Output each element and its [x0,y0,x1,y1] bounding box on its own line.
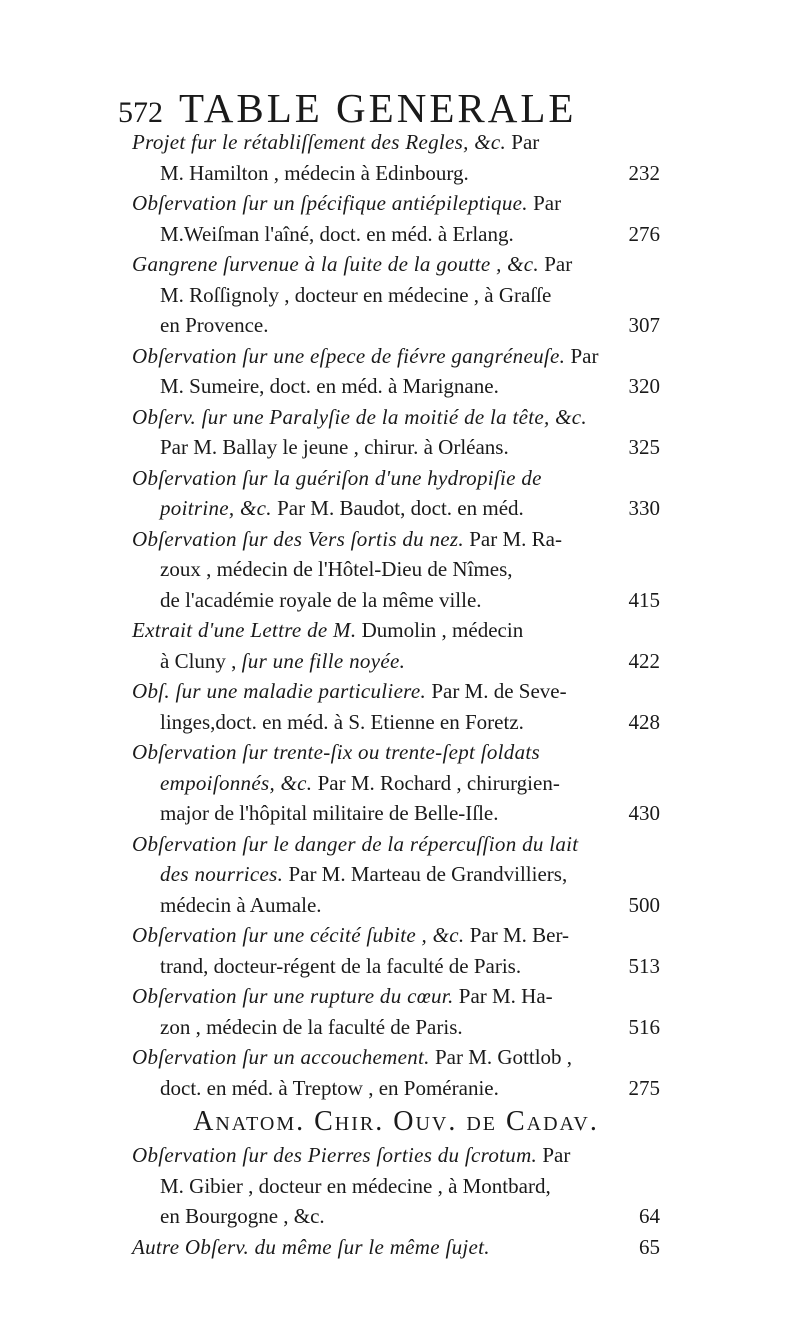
entry-text [160,493,524,524]
toc-entry [132,188,660,249]
entry-text [160,280,551,311]
entry-title-italic: Obſervation ſur un accouchement. [132,1045,430,1069]
entry-author-text: Par M. Ra- [463,526,562,551]
entry-page-number: 430 [628,801,660,825]
entry-line [132,371,660,402]
table-of-contents [132,127,660,1262]
entry-author-text: Par [538,252,573,276]
entry-author-text: trand, docteur-régent de la faculté de Paris. [160,953,522,978]
entry-text [160,554,513,585]
entry-line [132,1073,660,1104]
entry-title-italic: empoiſonnés, &c. [160,770,313,795]
entry-text [160,646,405,677]
entry-line [132,646,660,677]
entry-text [160,371,499,402]
entry-page-number: 64 [639,1204,660,1228]
entry-title-italic: Obſ. ſur une maladie particuliere. [132,679,427,703]
entry-line [132,859,660,890]
entry-author-text: M. Hamilton , médecin à Edinbourg. [160,160,469,185]
entry-author-text: Dumolin , médecin [356,618,524,642]
entry-author-text: Par M. de Seve- [426,679,567,703]
entry-line [132,188,660,219]
entry-text [132,524,562,555]
entry-author-text: en Bourgogne , &c. [160,1204,325,1228]
entry-text [132,249,572,280]
entry-line [132,1171,660,1202]
entry-author-text: doct. en méd. à Treptow , en Poméranie. [160,1075,499,1100]
entry-author-text: Par M. Ha- [453,984,553,1008]
entry-line [132,829,660,860]
entry-author-text: Par [537,1143,571,1167]
entry-title-italic: Autre Obſerv. du même ſur le même ſujet. [132,1234,490,1259]
entry-page-number: 307 [628,313,660,337]
toc-entry [132,402,660,463]
entry-page-number: 500 [628,892,660,917]
entry-line [132,493,660,524]
entry-author-text: M. Sumeire, doct. en méd. à Marignane. [160,374,499,398]
toc-entry [132,1232,660,1263]
entry-title-italic: Obſervation ſur le danger de la répercuſſion du lait [132,831,579,856]
entry-line [132,1201,660,1232]
entry-line [132,676,660,707]
entry-text [160,432,509,463]
entry-title-italic: Obſervation ſur un ſpécifique antiépileptique. [132,191,528,215]
entry-text [132,737,540,768]
entry-author-text: major de l'hôpital militaire de Belle-Iſle. [160,801,499,825]
entry-line [132,310,660,341]
entry-text [160,310,268,341]
running-title: TABLE GENERALE [179,85,577,131]
entry-line [132,1042,660,1073]
toc-entry [132,615,660,676]
entry-title-italic: Projet fur le rétabliſſement des Regles, &c. [132,130,507,154]
entry-author-text: zoux , médecin de l'Hôtel-Dieu de Nîmes, [160,557,513,581]
entry-author-text: M. Gibier , docteur en médecine , à Montbard, [160,1173,551,1198]
entry-line [132,463,660,494]
section-heading: Anatom. Chir. Ouv. de Cadav. [193,1106,599,1137]
entry-text [160,585,482,616]
entry-author-text: Par [506,130,540,154]
entry-author-text: Par M. Ber- [464,923,570,947]
entry-line [132,219,660,250]
entry-line [132,341,660,372]
entry-page-number: 516 [628,1014,660,1039]
entry-text [132,463,542,494]
entry-line [132,249,660,280]
entry-author-text: M. Roſſignoly , docteur en médecine , à Graſſe [160,282,552,307]
entry-line [132,737,660,768]
entry-title-italic: Obſervation ſur une eſpece de fiévre gangréneuſe. [132,343,566,368]
entry-text [132,341,598,372]
entry-author-text: Par M. Ballay le jeune , chirur. à Orléans. [160,435,509,459]
entry-line [132,1232,660,1263]
entry-text [132,1042,572,1073]
entry-author-text: Par M. Gottlob , [429,1045,573,1069]
toc-entry [132,1140,660,1232]
entry-line [132,981,660,1012]
entry-text [132,127,539,158]
entry-title-italic: Obſerv. ſur une Paralyſie de la moitié de la tête, &c. [132,404,587,429]
entry-page-number: 320 [628,374,660,398]
entry-line [132,585,660,616]
entry-author-text: linges,doct. en méd. à S. Etienne en Foretz. [160,709,524,734]
entry-title-italic: ſur une fille noyée. [241,648,406,673]
entry-title-italic: Obſervation ſur une rupture du cœur. [132,984,454,1008]
entry-text [160,768,560,799]
entry-page-number: 428 [628,709,660,734]
entry-author-text: Par M. Marteau de Grandvilliers, [283,862,568,886]
entry-text [132,676,567,707]
entry-author-text: Par [527,191,562,215]
entry-text [132,402,587,433]
entry-title-italic: des nourrices. [160,862,284,886]
entry-line [132,432,660,463]
toc-entry [132,676,660,737]
toc-entry [132,981,660,1042]
toc-entry [132,524,660,616]
toc-entry [132,1042,660,1103]
entry-text [160,1073,499,1104]
entry-text [132,829,578,860]
entry-author-text: Par [565,343,599,368]
entry-line [132,798,660,829]
entry-title-italic: Obſervation ſur des Pierres ſorties du ſcrotum. [132,1143,538,1167]
entry-author-text: M.Weiſman l'aîné, doct. en méd. à Erlang. [160,221,514,246]
entry-title-italic: Obſervation ſur des Vers ſortis du nez. [132,526,464,551]
entry-title-italic: Gangrene ſurvenue à la ſuite de la goutte , &c. [132,252,539,276]
toc-entry [132,829,660,921]
entry-author-text: médecin à Aumale. [160,892,322,917]
entry-page-number: 275 [628,1075,660,1100]
entry-text [160,890,322,921]
entry-page-number: 65 [639,1234,660,1259]
entry-title-italic: Obſervation ſur trente-ſix ou trente-ſept ſoldats [132,740,540,764]
entry-text [132,1232,490,1263]
entry-page-number: 330 [628,496,660,520]
entry-line [132,158,660,189]
entry-title-italic: Extrait d'une Lettre de M. [132,618,357,642]
entry-text [132,615,523,646]
toc-entry [132,249,660,341]
entry-line [132,1012,660,1043]
entry-author-text: zon , médecin de la faculté de Paris. [160,1014,463,1039]
entry-text [160,951,521,982]
entry-text [132,920,569,951]
toc-entry [132,341,660,402]
entry-line [132,524,660,555]
entry-page-number: 276 [628,221,660,246]
entry-line [132,920,660,951]
entry-line [132,280,660,311]
entry-line [132,1140,660,1171]
entry-page-number: 232 [628,160,660,185]
entry-author-text: Par M. Rochard , chirurgien- [312,770,560,795]
entry-text [160,1171,551,1202]
entry-text [160,219,514,250]
entry-text [160,1012,463,1043]
entry-text [132,981,553,1012]
entry-page-number: 415 [628,587,660,612]
page-header [118,84,678,132]
entry-text [160,707,524,738]
entry-page-number: 325 [628,435,660,459]
entry-text [160,158,469,189]
entry-line [132,615,660,646]
entry-line [132,402,660,433]
entry-text [160,798,499,829]
entry-text [132,1140,570,1171]
toc-entry [132,920,660,981]
entry-author-text: à Cluny , [160,648,242,673]
entry-line [132,768,660,799]
entry-page-number: 513 [628,953,660,978]
entry-line [132,951,660,982]
entry-line [132,890,660,921]
toc-entry [132,737,660,829]
entry-line [132,554,660,585]
entry-text [160,859,567,890]
entry-text [160,1201,325,1232]
toc-entry [132,127,660,188]
page-number: 572 [118,96,163,129]
entry-title-italic: poitrine, &c. [160,496,272,520]
toc-entry [132,463,660,524]
entry-title-italic: Obſervation ſur une cécité ſubite , &c. [132,923,465,947]
entry-title-italic: Obſervation ſur la guériſon d'une hydropiſie de [132,465,542,490]
entry-author-text: Par M. Baudot, doct. en méd. [271,496,524,520]
entry-author-text: en Provence. [160,313,269,337]
entry-text [132,188,561,219]
entry-line [132,707,660,738]
entry-line [132,127,660,158]
entry-author-text: de l'académie royale de la même ville. [160,587,482,612]
entry-page-number: 422 [628,648,660,673]
